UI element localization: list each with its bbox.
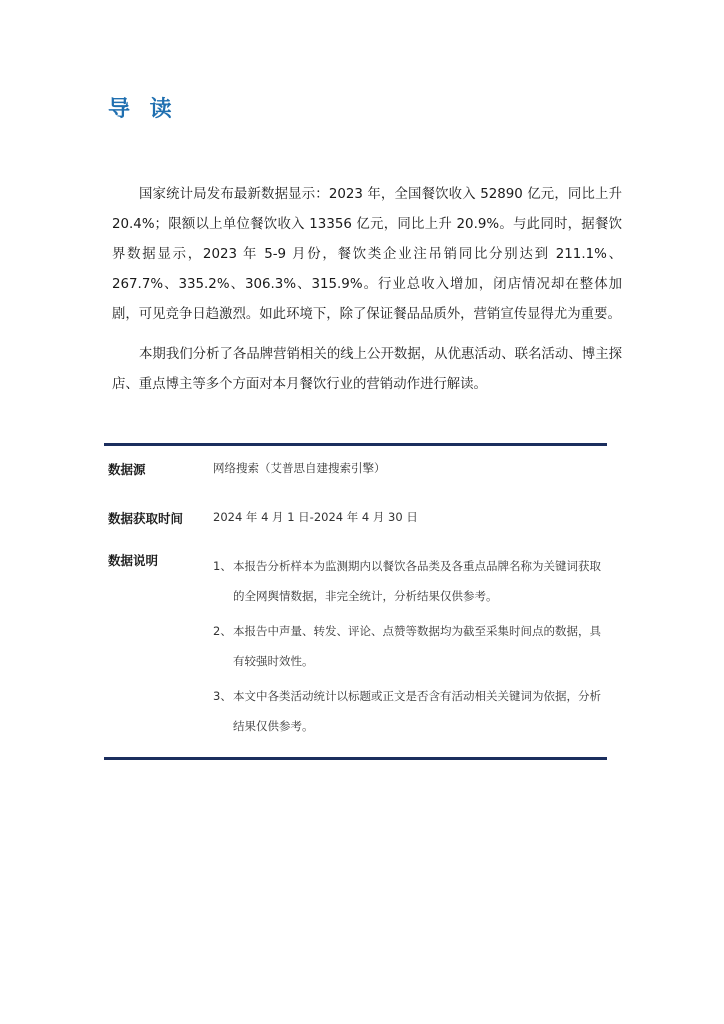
note-number: 2、 [213, 624, 232, 638]
data-notes-label: 数据说明 [108, 553, 159, 568]
list-item [213, 551, 608, 611]
intro-paragraph-2: 本期我们分析了各品牌营销相关的线上公开数据，从优惠活动、联名活动、博主探店、重点博主等多个方面对本月餐饮行业的营销动作进行解读。 [112, 347, 622, 392]
note-text: 本文中各类活动统计以标题或正文是否含有活动相关关键词为依据，分析结果仅供参考。 [233, 689, 601, 733]
intro-section [112, 180, 622, 410]
intro-paragraph-1: 国家统计局发布最新数据显示：2023 年，全国餐饮收入 52890 亿元，同比上升 20.4%；限额以上单位餐饮收入 13356 亿元，同比上升 20.9%。与此同时，据餐饮界数据显示，2023 年 5-9 月份，餐饮类企业注吊销同比分别达到 211.1%、267.7%、335.2%、306.3%、315.9%。行业总收入增加，闭店情况却在整体加剧，可见竞争日趋激烈。如此环境下，除了保证餐品品质外，营销宣传显得尤为重要。 [112, 187, 622, 322]
data-source-value: 网络搜索（艾普思自建搜索引擎） [213, 461, 386, 475]
data-notes-list [213, 551, 608, 746]
note-number: 3、 [213, 689, 232, 703]
note-text: 本报告中声量、转发、评论、点赞等数据均为截至采集时间点的数据，具有较强时效性。 [233, 624, 601, 668]
data-time-value: 2024 年 4 月 1 日-2024 年 4 月 30 日 [213, 510, 418, 524]
data-time-label: 数据获取时间 [108, 511, 184, 526]
data-source-label: 数据源 [108, 462, 146, 477]
note-text: 本报告分析样本为监测期内以餐饮各品类及各重点品牌名称为关键词获取的全网舆情数据，非完全统计，分析结果仅供参考。 [233, 559, 601, 603]
note-number: 1、 [213, 559, 232, 573]
top-divider [104, 443, 607, 446]
bottom-divider [104, 757, 607, 760]
page-title: 导 读 [108, 97, 178, 122]
list-item [213, 681, 608, 741]
list-item [213, 616, 608, 676]
